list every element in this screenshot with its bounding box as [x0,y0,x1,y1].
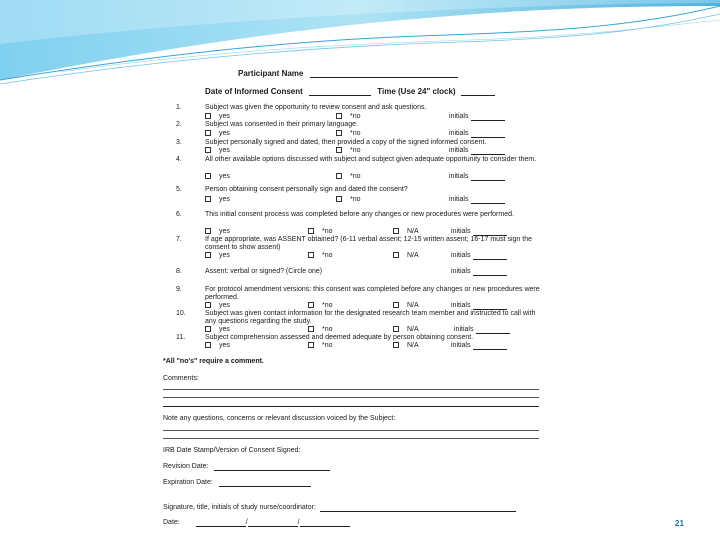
initials-field-row [393,196,505,204]
time-label: Time (Use 24" clock) [377,87,456,96]
question-number: 7. [176,236,182,243]
checkbox[interactable] [205,302,211,308]
option-label: *no [350,173,361,180]
no-answers-note: *All "no's" require a comment. [163,358,264,365]
option-label: yes [219,302,230,309]
initials-input[interactable] [473,252,507,260]
option-na[interactable] [393,302,419,310]
date-separator: / [297,519,300,526]
comments-line[interactable] [163,397,539,398]
question-text: Subject personally signed and dated, then provided a copy of the signed informed consent. [205,139,487,146]
checkbox[interactable] [308,252,314,258]
option-na[interactable] [393,228,419,236]
option-label: *no [322,302,333,309]
date-of-consent-label: Date of Informed Consent [205,87,303,96]
option-label: N/A [407,326,419,333]
option-no[interactable] [336,147,361,155]
checkbox[interactable] [205,228,211,234]
initials-label: initials [449,113,469,120]
checkbox[interactable] [308,228,314,234]
initials-input[interactable] [471,196,505,204]
participant-name-row [238,70,458,78]
revision-date-label: Revision Date: [163,463,209,470]
date-day-field[interactable] [245,519,298,527]
checkbox[interactable] [205,326,211,332]
option-label: *no [350,113,361,120]
option-yes[interactable] [205,228,230,236]
initials-field-row [454,326,510,334]
initials-field-row [393,173,505,181]
initials-input[interactable] [473,228,507,236]
date-separator: / [245,519,248,526]
revision-date-row [163,463,330,471]
question-text: Subject was given the opportunity to review consent and ask questions. [205,104,427,111]
option-label: *no [322,342,333,349]
initials-label: initials [449,196,469,203]
option-label: *no [322,228,333,235]
initials-label: initials [454,326,474,333]
date-label: Date: [163,519,180,526]
initials-label: initials [449,130,469,137]
option-no[interactable] [336,196,361,204]
option-yes[interactable] [205,302,230,310]
checkbox[interactable] [336,196,342,202]
initials-label: initials [451,342,471,349]
irb-stamp-label: IRB Date Stamp/Version of Consent Signed: [163,447,301,454]
option-label: N/A [407,302,419,309]
checkbox[interactable] [336,113,342,119]
option-label: N/A [407,228,419,235]
option-no[interactable] [308,228,333,236]
option-label: yes [219,196,230,203]
option-no[interactable] [336,130,361,138]
participant-name-field[interactable] [310,70,458,78]
comments-label: Comments: [163,375,199,382]
date-month-field[interactable] [196,519,246,527]
option-yes[interactable] [205,173,230,181]
expiration-date-field[interactable] [219,479,311,487]
initials-input[interactable] [471,147,505,155]
question-number: 1. [176,104,182,111]
initials-label: initials [451,302,471,309]
option-label: yes [219,173,230,180]
initials-input[interactable] [471,130,505,138]
expiration-date-label: Expiration Date: [163,479,213,486]
option-label: *no [350,147,361,154]
initials-label: initials [451,228,471,235]
checkbox[interactable] [336,147,342,153]
question-text: Assent: verbal or signed? (Circle one) [205,268,323,275]
initials-field-row [451,252,507,260]
option-label: *no [322,252,333,259]
option-no[interactable] [308,326,333,334]
initials-input[interactable] [473,268,507,276]
checkbox[interactable] [205,252,211,258]
initials-label: initials [451,252,471,259]
discussion-line[interactable] [163,438,539,439]
initials-field-row [451,342,507,350]
question-number: 3. [176,139,182,146]
signature-field[interactable] [320,504,516,512]
question-number: 2. [176,121,182,128]
option-no[interactable] [336,113,361,121]
initials-field-row [393,130,505,138]
checkbox[interactable] [205,147,211,153]
checkbox[interactable] [205,113,211,119]
comments-line[interactable] [163,406,539,407]
checkbox[interactable] [205,196,211,202]
question-number: 5. [176,186,182,193]
checkbox[interactable] [393,326,399,332]
question-text: This initial consent process was completed before any changes or new procedures were performed. [205,211,514,218]
option-label: *no [350,130,361,137]
checkbox[interactable] [393,252,399,258]
checkbox[interactable] [205,130,211,136]
checkbox[interactable] [308,302,314,308]
option-yes[interactable] [205,342,230,350]
initials-field-row [451,268,507,276]
question-number: 11. [176,334,186,341]
option-label: N/A [407,252,419,259]
consent-date-row [205,88,495,96]
initials-input[interactable] [471,173,505,181]
option-label: *no [350,196,361,203]
option-label: yes [219,342,230,349]
initials-label: initials [449,147,469,154]
option-label: yes [219,252,230,259]
question-number: 10. [176,310,186,317]
initials-field-row [451,228,507,236]
initials-field-row [393,113,505,121]
option-label: yes [219,228,230,235]
checkbox[interactable] [205,173,211,179]
initials-input[interactable] [476,326,510,334]
checkbox[interactable] [308,342,314,348]
option-no[interactable] [336,173,361,181]
option-yes[interactable] [205,196,230,204]
option-label: *no [322,326,333,333]
initials-label: initials [449,173,469,180]
checkbox[interactable] [393,342,399,348]
date-row [163,519,350,527]
expiration-date-row [163,479,311,487]
slide-page-number: 21 [675,519,684,528]
option-no[interactable] [308,342,333,350]
question-text: Subject was given contact information for the designated research team member and instructed to call with any questions regarding the study. [205,310,536,325]
option-label: yes [219,130,230,137]
signature-row [163,504,516,512]
question-text: Subject comprehension assessed and deemed adequate by person obtaining consent. [205,334,474,341]
question-text: Subject was consented in their primary language. [205,121,358,128]
option-yes[interactable] [205,147,230,155]
discussion-line[interactable] [163,430,539,431]
checkbox[interactable] [336,173,342,179]
participant-name-label: Participant Name [238,69,304,78]
time-field[interactable] [461,88,495,96]
option-label: yes [219,147,230,154]
option-na[interactable] [393,326,419,334]
initials-input[interactable] [471,113,505,121]
option-yes[interactable] [205,326,230,334]
question-number: 8. [176,268,182,275]
question-text: For protocol amendment versions: this consent was completed before any changes or new procedures were performed. [205,286,540,301]
option-yes[interactable] [205,252,230,260]
checkbox[interactable] [393,302,399,308]
option-yes[interactable] [205,130,230,138]
checkbox[interactable] [393,228,399,234]
checkbox[interactable] [336,130,342,136]
question-number: 9. [176,286,182,293]
question-text: Person obtaining consent personally sign and dated the consent? [205,186,408,193]
checkbox[interactable] [205,342,211,348]
comments-line[interactable] [163,389,539,390]
initials-field-row [393,147,505,155]
option-na[interactable] [393,252,419,260]
question-text: All other available options discussed with subject and subject given adequate opportunity to consider them. [205,156,537,163]
checkbox[interactable] [308,326,314,332]
option-no[interactable] [308,302,333,310]
date-of-consent-field[interactable] [309,88,371,96]
revision-date-field[interactable] [214,463,330,471]
date-year-field[interactable] [297,519,350,527]
question-number: 4. [176,156,182,163]
option-label: yes [219,113,230,120]
initials-input[interactable] [473,302,507,310]
option-no[interactable] [308,252,333,260]
signature-label: Signature, title, initials of study nurse/coordinator: [163,504,316,511]
option-yes[interactable] [205,113,230,121]
discussion-label: Note any questions, concerns or relevant discussion voiced by the Subject: [163,415,396,422]
initials-field-row [451,302,507,310]
question-text: If age appropriate, was ASSENT obtained? (6-11 verbal assent; 12-15 written assent; 16-17 must sign the consent to show assent) [205,236,532,251]
option-label: yes [219,326,230,333]
question-number: 6. [176,211,182,218]
option-label: N/A [407,342,419,349]
initials-input[interactable] [473,342,507,350]
initials-label: initials [451,268,471,275]
option-na[interactable] [393,342,419,350]
